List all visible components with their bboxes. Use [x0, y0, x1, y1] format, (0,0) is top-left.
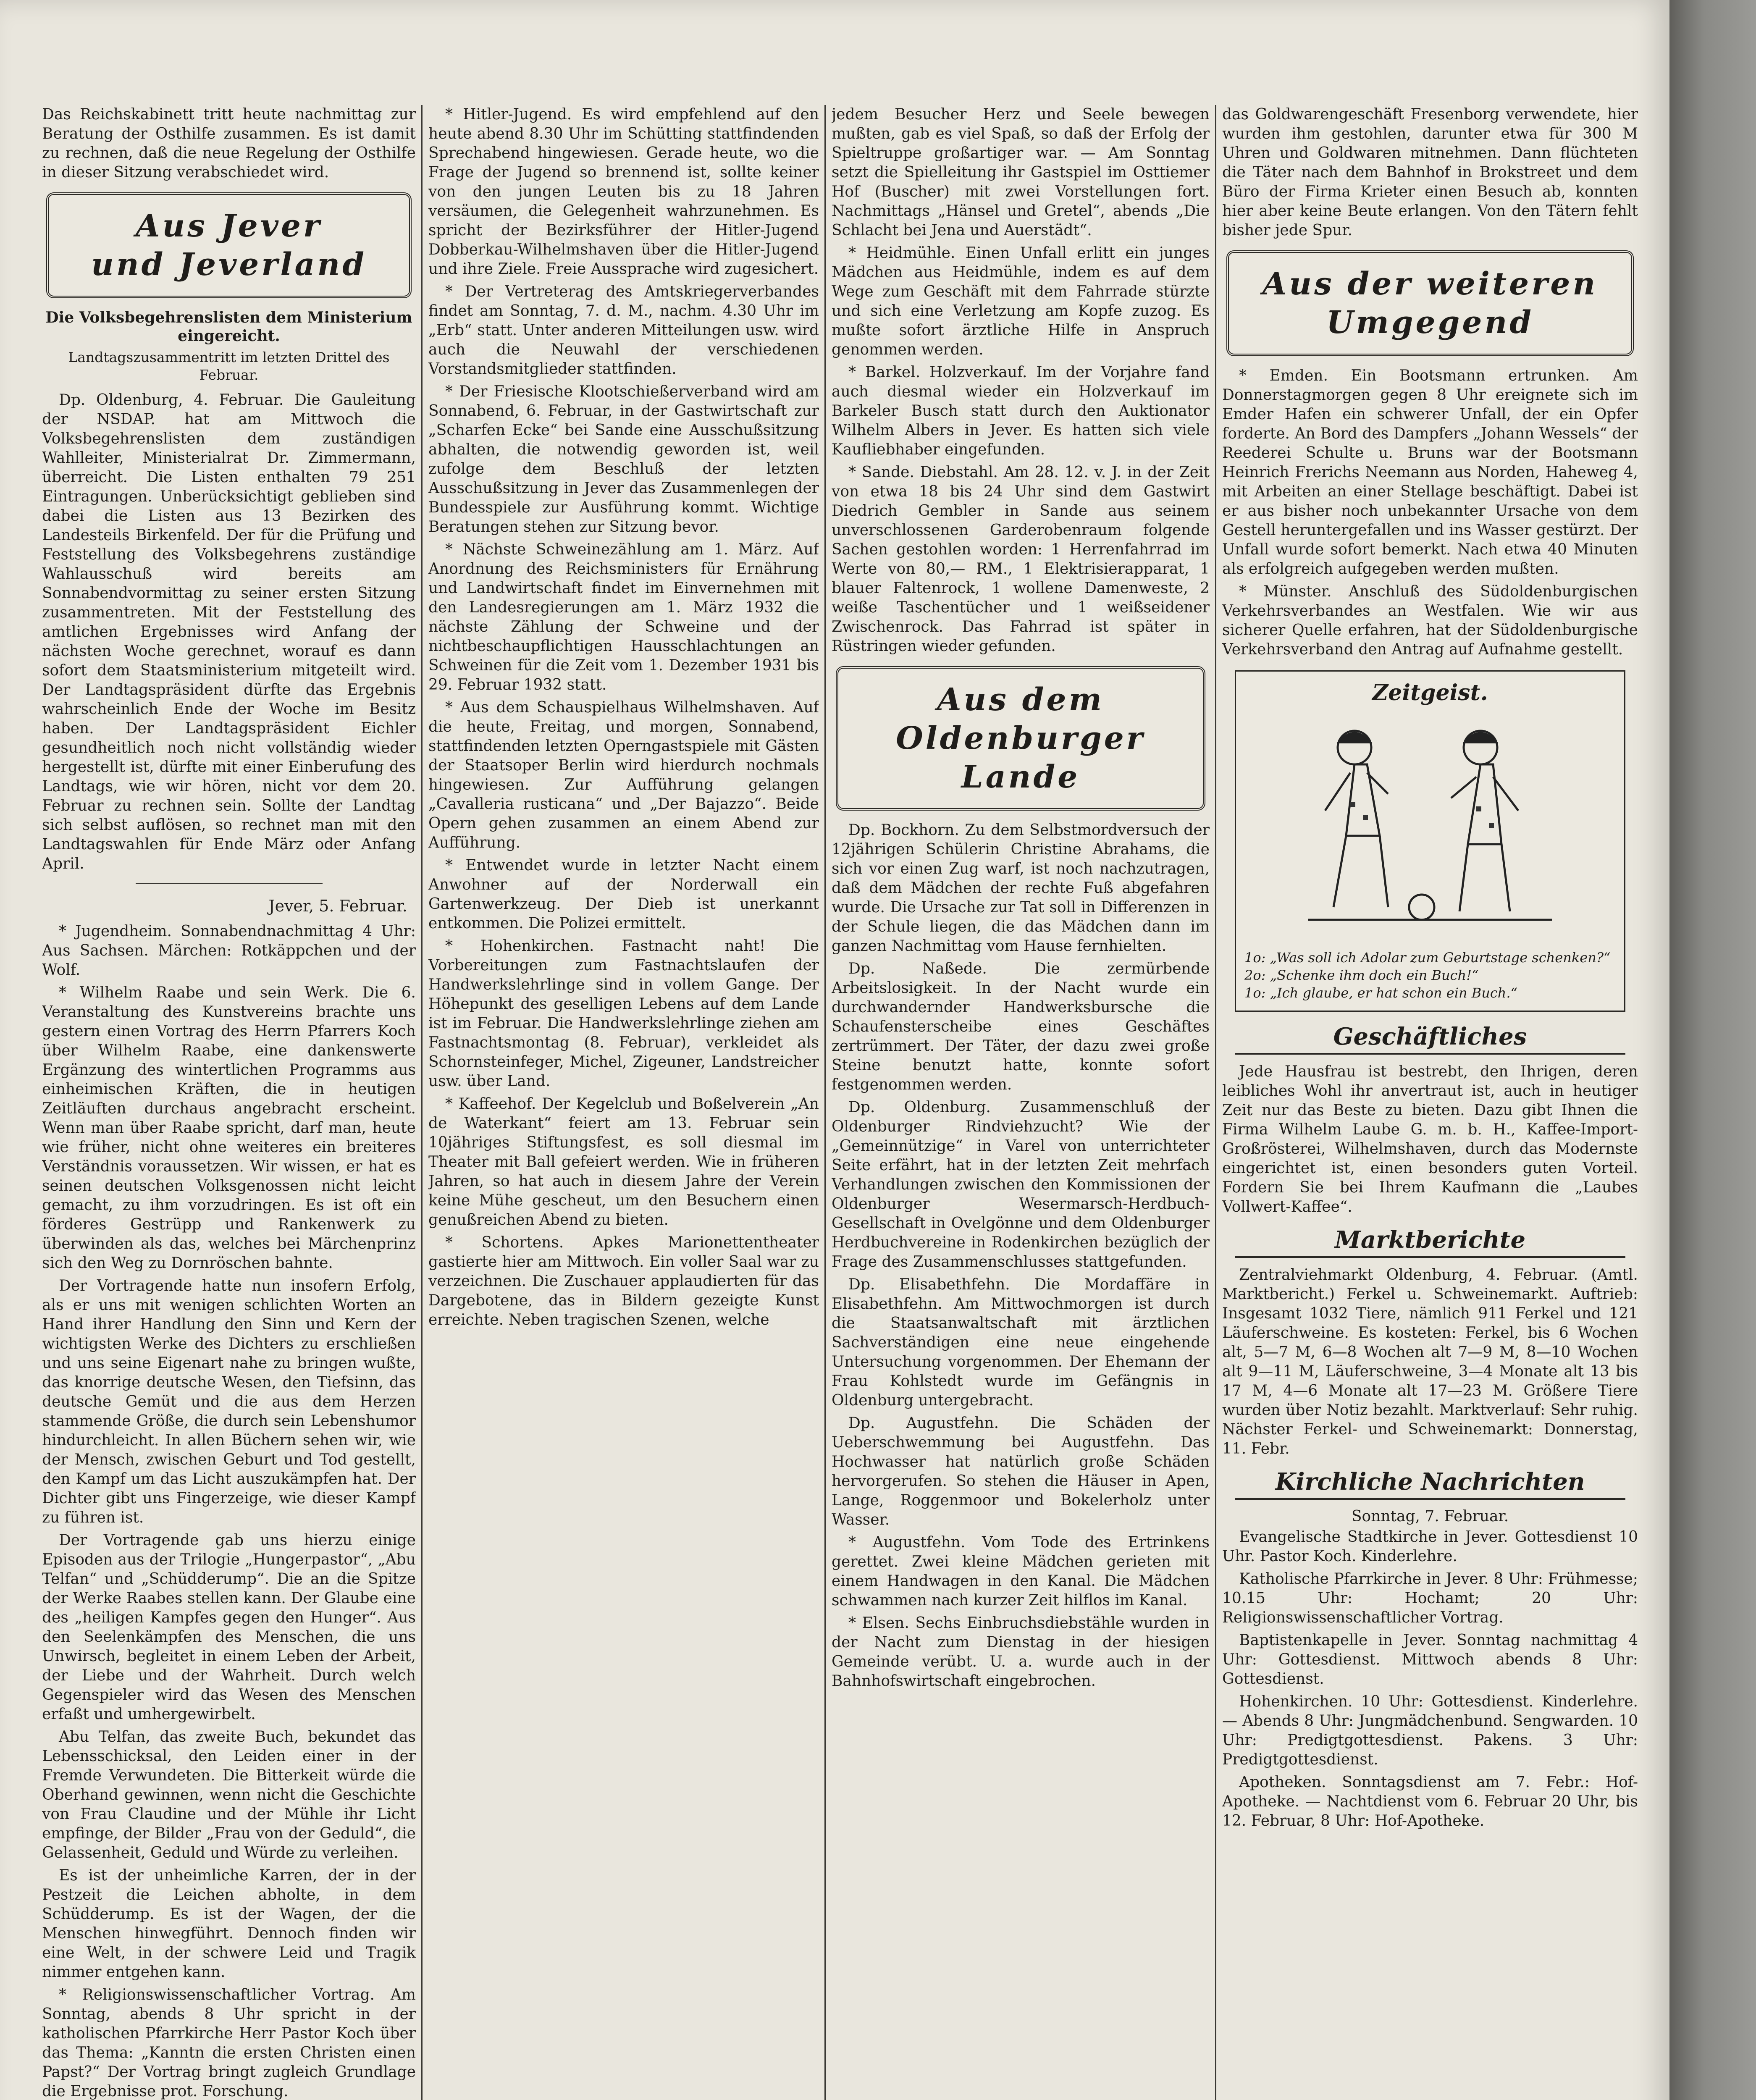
column-2 [428, 105, 819, 2100]
section-title-kirchliche: Kirchliche Nachrichten [1275, 1468, 1585, 1496]
article-paragraph: * Religionswissenschaftlicher Vortrag. Am Sonntag, abends 8 Uhr spricht in der katholischen Pfarrkirche Herr Pastor Koch über das Thema: „Kanntn die ersten Christen einen Papst?“ Der Vortrag bringt zugleich Grundlage die Ergebnisse prot. Forschung. [42, 1986, 416, 2100]
article-paragraph: * Münster. Anschluß des Südoldenburgischen Verkehrsverbandes an Westfalen. Wie wir aus sicherer Quelle erfahren, hat der Südoldenburgische Verkehrsverband den Antrag auf Aufnahme gestellt. [1222, 583, 1638, 658]
column-rule [421, 105, 423, 2100]
article-paragraph: * Der Friesische Klootschießerverband wird am Sonnabend, 6. Februar, in der Gastwirtschaft zur „Scharfen Ecke“ bei Sande eine Ausschußsitzung abhalten, die notwendig geworden ist, weil zufolge dem Beschluß der letzten Ausschußsitzung in Jever das Zusammenlegen der Bundesspiele zur Ausführung kommt. Wichtige Beratungen stehen zur Sitzung bevor. [428, 383, 819, 536]
article-paragraph: Dp. Oldenburg. Zusammenschluß der Oldenburger Rindviehzucht? Wie der „Gemeinnützige“ in Varel von unterrichteter Seite erfährt, hat in der letzten Zeit mehrfach Verhandlungen zwischen den Kommissionen der Oldenburger Wesermarsch-Herdbuch-Gesellschaft in Ovelgönne und dem Oldenburger Herdbuchvereine in Rodenkirchen bezüglich der Frage des Zusammenschlusses stattgefunden. [832, 1099, 1210, 1270]
article-paragraph: Jede Hausfrau ist bestrebt, den Ihrigen, deren leibliches Wohl ihr anvertraut ist, auch in heutiger Zeit nur das Beste zu bieten. Dazu gibt Ihnen die Firma Wilhelm Laube G. m. b. H., Kaffee-Import-Großrösterei, Wilhelmshaven, durch das Modernste eingerichtet ist, einen besonders guten Vorteil. Fordern Sie bei Ihrem Kaufmann die „Laubes Vollwert-Kaffee“. [1222, 1063, 1638, 1215]
article-paragraph: Dp. Naßede. Die zermürbende Arbeitslosigkeit. In der Nacht wurde ein durchwandernder Handwerksbursche die Schaufensterscheibe eines Geschäftes zertrümmert. Der Täter, der dazu zwei große Steine benutzt hatte, konnte sofort festgenommen werden. [832, 960, 1210, 1093]
article-paragraph: * Schortens. Apkes Marionettentheater gastierte hier am Mittwoch. Ein voller Saal war zu verzeichnen. Die Zuschauer applaudierten für das Dargebotene, das in Bildern gezeigte Kunst erreichte. Neben tragischen Szenen, welche [428, 1234, 819, 1328]
article-paragraph: Der Vortragende gab uns hierzu einige Episoden aus der Trilogie „Hungerpastor“, „Abu Telfan“ und „Schüdderump“. Die an die Spitze der Werke Raabes stellen kann. Der Glaube eine des „heiligen Kampfes gegen den Hunger“. Aus den Seelenkämpfen des Menschen, die uns Unwirsch, begleitet in einem Leben der Arbeit, der Liebe und der Wahrheit. Durch welch Gegenspieler wird das Wesen des Menschen erfaßt und umhergewirbelt. [42, 1532, 416, 1723]
article-paragraph: jedem Besucher Herz und Seele bewegen mußten, gab es viel Spaß, so daß der Erfolg der Spieltruppe großartiger war. — Am Sonntag setzt die Spielleitung ihr Gastspiel im Osttiemer Hof (Buscher) mit zwei Vorstellungen fort. Nachmittags „Hänsel und Gretel“, abends „Die Schlacht bei Jena und Auerstädt“. [832, 106, 1210, 239]
article-paragraph: * Der Vertreterag des Amtskriegerverbandes findet am Sonntag, 7. d. M., nachm. 4.30 Uhr im „Erb“ statt. Unter anderen Mitteilungen usw. wird auch die Neuwahl der verschiedenen Vorstandsmitglieder stattfinden. [428, 283, 819, 378]
section-title-line1: Aus der weiteren [1262, 266, 1598, 302]
article-paragraph: * Barkel. Holzverkauf. Im der Vorjahre fand auch diesmal wieder ein Holzverkauf im Barkeler Busch statt durch den Auktionator Wilhelm Albers in Jever. Es hatten sich viele Kaufliebhaber eingefunden. [832, 364, 1210, 458]
zeitgeist-cartoon [1235, 670, 1625, 1012]
article-paragraph: Katholische Pfarrkirche in Jever. 8 Uhr: Frühmesse; 10.15 Uhr: Hochamt; 20 Uhr: Religionswissenschaftlicher Vortrag. [1222, 1570, 1638, 1626]
article-paragraph: * Aus dem Schauspielhaus Wilhelmshaven. Auf die heute, Freitag, und morgen, Sonnabend, stattfindenden letzten Operngastspiele mit Gästen der Staatsoper Berlin wird hierdurch nochmals hingewiesen. Zur Aufführung gelangen „Cavalleria rusticana“ und „Der Bajazzo“. Beide Opern gehen zusammen an einem Abend zur Aufführung. [428, 699, 819, 851]
column-4 [1222, 105, 1638, 2100]
section-rule [1235, 1498, 1625, 1500]
article-paragraph: * Wilhelm Raabe und sein Werk. Die 6. Veranstaltung des Kunstvereins brachte uns gestern einen Vortrag des Herrn Pfarrers Koch über Wilhelm Raabe, eine dankenswerte Ergänzung des wintertlichen Programms aus einheimischen Kräften, die in heutigen Zeitläuften durchaus angebracht erscheint. Wenn man über Raabe spricht, darf man, heute wie früher, nicht ohne weiteres ein breiteres Verständnis voraussetzen. Wir wissen, er hat es seinen deutschen Volksgenossen nicht leicht gemacht, zu ihm vorzudringen. Es ist oft ein förderes Gestrüpp und Rankenwerk zu überwinden als das, welches bei Märchenprinz sich den Weg zu Dornröschen bahnte. [42, 984, 416, 1272]
article-paragraph: * Jugendheim. Sonnabendnachmittag 4 Uhr: Aus Sachsen. Märchen: Rotkäppchen und der Wolf. [42, 923, 416, 979]
intro-paragraph: Das Reichskabinett tritt heute nachmittag zur Beratung der Osthilfe zusammen. Es ist damit zu rechnen, daß die neue Regelung der Osthilfe in dieser Sitzung verabschiedet wird. [42, 106, 416, 181]
section-title-line1: Aus Jever [136, 208, 322, 244]
column-rule [1215, 105, 1216, 2100]
section-header-oldenburg [836, 666, 1205, 811]
article-paragraph: Dp. Bockhorn. Zu dem Selbstmordversuch der 12jährigen Schülerin Christine Abrahams, die sich vor einen Zug warf, ist noch nachzutragen, daß dem Mädchen der rechte Fuß abgefahren wurde. Die Ursache zur Tat soll in Differenzen in der Schule liegen, die das Mädchen dann im ganzen Nachmittag vom Hause fernhielten. [832, 822, 1210, 955]
article-paragraph: Apotheken. Sonntagsdienst am 7. Febr.: Hof-Apotheke. — Nachtdienst vom 6. Februar 20 Uhr, bis 12. Februar, 8 Uhr: Hof-Apotheke. [1222, 1774, 1638, 1830]
article-paragraph: * Emden. Ein Bootsmann ertrunken. Am Donnerstagmorgen gegen 8 Uhr ereignete sich im Emder Hafen ein schwerer Unfall, der ein Opfer forderte. An Bord des Dampfers „Johann Wessels“ der Reederei Schulte u. Bruns war der Bootsmann Heinrich Frerichs Neemann aus Norden, Haheweg 4, mit Arbeiten an einer Stellage beschäftigt. Dabei ist er aus bisher noch unbekannter Ursache von dem Gestell heruntergefallen und ins Wasser gestürzt. Der Unfall wurde sofort bemerkt. Nach etwa 40 Minuten als erfolgreich aufgegeben werden mußten. [1222, 367, 1638, 578]
separator [136, 883, 323, 884]
article-paragraph: das Goldwarengeschäft Fresenborg verwendete, hier wurden ihm gestohlen, darunter etwa für 300 M Uhren und Goldwaren mitnehmen. Dann flüchteten die Täter nach dem Bahnhof in Brokstreet und dem Büro der Firma Krieter einen Besuch ab, konnten hier aber keine Beute erlangen. Von den Tätern fehlt bisher jede Spur. [1222, 106, 1638, 239]
article-paragraph: Der Vortragende hatte nun insofern Erfolg, als er uns mit wenigen schlichten Worten an Hand ihrer Handlung den Sinn und Kern der wichtigsten Werke des Dichters zu erschließen und uns seine Eigenart nahe zu bringen wußte, das knorrige deutsche Wesen, den Tiefsinn, das deutsche Gemüt und die aus dem Herzen stammende Größe, die durch sein Lebenshumor hindurchleicht. In allen Büchern sehen wir, wie der Mensch, zwischen Geburt und Tod gestellt, den Kampf um das Licht auszukämpfen hat. Der Dichter gibt uns Fingerzeige, wie dieser Kampf zu führen ist. [42, 1277, 416, 1526]
article-paragraph: * Augustfehn. Vom Tode des Ertrinkens gerettet. Zwei kleine Mädchen gerieten mit einem Handwagen in den Kanal. Die Mädchen schwammen nach kurzer Zeit hilflos im Kanal. [832, 1534, 1210, 1609]
article-paragraph: * Hitler-Jugend. Es wird empfehlend auf den heute abend 8.30 Uhr im Schütting stattfindenden Sprechabend hingewiesen. Gerade heute, wo die Frage der Jugend so brennend ist, sollte keiner von den jungen Leuten bis zu 18 Jahren versäumen, die Gelegenheit wahrzunehmen. Es spricht der Bezirksführer der Hitler-Jugend Dobberkau-Wilhelmshaven über die Hitler-Jugend und ihre Ziele. Freie Aussprache wird zugesichert. [428, 106, 819, 278]
article-paragraph: Dp. Oldenburg, 4. Februar. Die Gauleitung der NSDAP. hat am Mittwoch die Volksbegehrenslisten dem zuständigen Wahlleiter, Ministerialrat Dr. Zimmermann, überreicht. Die Listen enthalten 79 251 Eintragungen. Unberücksichtigt geblieben sind dabei die Listen aus 13 Bezirken des Landesteils Birkenfeld. Der für die Prüfung und Feststellung des Volksbegehrens zuständige Wahlausschuß wird bereits am Sonnabendvormittag zu seiner ersten Sitzung zusammentreten. Mit der Feststellung des amtlichen Ergebnisses wird Anfang der nächsten Woche gerechnet, worauf es dann sofort dem Staatsministerium mitgeteilt wird. Der Landtagspräsident dürfte das Ergebnis wahrscheinlich Ende der Woche im Besitz haben. Der Landtagspräsident Eichler gesundheitlich noch nicht vollständig wieder hergestellt ist, dürfte mit einer Einberufung des Landtags, wie wir hören, nicht vor dem 20. Februar zu rechnen sein. Sollte der Landtag sich selbst auflösen, so rechnet man mit den Landtagswahlen für Ende März oder Anfang April. [42, 391, 416, 872]
section-title-geschaeftliches: Geschäftliches [1333, 1023, 1527, 1050]
article-subheading: Landtagszusammentritt im letzten Drittel des Februar. [68, 349, 390, 383]
section-rule [1235, 1256, 1625, 1258]
article-paragraph: Dp. Augustfehn. Die Schäden der Ueberschwemmung bei Augustfehn. Das Hochwasser hat natürlich große Schäden hervorgerufen. So stehen die Häuser in Apen, Lange, Roggenmoor und Bokelerholz unter Wasser. [832, 1415, 1210, 1528]
column-1 [42, 105, 416, 2100]
section-title-line2: Lande [961, 759, 1080, 795]
dateline: Jever, 5. Februar. [268, 897, 407, 915]
section-title-line1: Aus dem Oldenburger [896, 682, 1145, 756]
article-paragraph: * Hohenkirchen. Fastnacht naht! Die Vorbereitungen zum Fastnachtslaufen der Handwerkslehrlinge sind in vollem Gange. Der Höhepunkt des geselligen Lebens auf dem Lande ist im Februar. Die Handwerkslehrlinge ziehen am Fastnachtsmontag (8. Februar), verkleidet als Schornsteinfeger, Michel, Zigeuner, Landstreicher usw. über Land. [428, 937, 819, 1090]
cartoon-caption: 1o: „Was soll ich Adolar zum Geburtstage schenken?“ [1244, 950, 1611, 966]
section-title-line2: und Jeverland [91, 247, 367, 283]
cartoon-caption: 2o: „Schenke ihm doch ein Buch!“ [1244, 967, 1479, 983]
article-paragraph: Baptistenkapelle in Jever. Sonntag nachmittag 4 Uhr: Gottesdienst. Mittwoch abends 8 Uhr: Gottesdienst. [1222, 1632, 1638, 1688]
section-header-jever [46, 192, 412, 298]
article-paragraph: * Entwendet wurde in letzter Nacht einem Anwohner auf der Norderwall ein Gartenwerkzeug. Der Dieb ist unerkannt entkommen. Die Polizei ermittelt. [428, 857, 819, 932]
article-paragraph: * Elsen. Sechs Einbruchsdiebstähle wurden in der Nacht zum Dienstag in der hiesigen Gemeinde verübt. U. a. wurde auch in der Bahnhofswirtschaft eingebrochen. [832, 1614, 1210, 1690]
article-paragraph: * Sande. Diebstahl. Am 28. 12. v. J. in der Zeit von etwa 18 bis 24 Uhr sind dem Gastwirt Diedrich Gembler in Sande aus seinem unverschlossenen Garderobenraum folgende Sachen gestohlen worden: 1 Herrenfahrrad im Werte von 80,— RM., 1 Elektrisierapparat, 1 blauer Faltenrock, 1 wollene Damenweste, 2 weiße Taschentücher und 1 weißseidener Zwischenrock. Das Fahrrad ist später in Rüstringen wieder gefunden. [832, 464, 1210, 655]
article-paragraph: * Kaffeehof. Der Kegelclub und Boßelverein „An de Waterkant“ feiert am 13. Februar sein 10jähriges Stiftungsfest, es soll diesmal im Theater mit Ball gefeiert werden. Wie in früheren Jahren, so hat auch in diesem Jahre der Verein keine Mühe gescheut, um den Besuchern einen genußreichen Abend zu bieten. [428, 1095, 819, 1228]
article-paragraph: * Nächste Schweinezählung am 1. März. Auf Anordnung des Reichsministers für Ernährung und Landwirtschaft findet im Einvernehmen mit den Landesregierungen am 1. März 1932 die nächste Zählung der Schweine und der nichtbeschaupflichtigen Hausschlachtungen an Schweinen für die Zeit vom 1. Dezember 1931 bis 29. Februar 1932 statt. [428, 541, 819, 693]
article-paragraph: Hohenkirchen. 10 Uhr: Gottesdienst. Kinderlehre. — Abends 8 Uhr: Jungmädchenbund. Sengwarden. 10 Uhr: Predigtgottesdienst. Pakens. 3 Uhr: Predigtgottesdienst. [1222, 1693, 1638, 1768]
column-rule [824, 105, 826, 2100]
article-heading: Die Volksbegehrenslisten dem Ministerium eingereicht. [45, 309, 412, 345]
section-title-marktberichte: Marktberichte [1334, 1226, 1526, 1254]
section-title-line2: Umgegend [1326, 304, 1534, 341]
cartoon-caption: 1o: „Ich glaube, er hat schon ein Buch.“ [1244, 985, 1517, 1001]
article-paragraph: Es ist der unheimliche Karren, der in der Pestzeit die Leichen abholte, in dem Schüdderump. Es ist der Wagen, der die Menschen hinwegführt. Dennoch finden wir eine Welt, in der schwere Leid und Tragik nimmer entgehen kann. [42, 1867, 416, 1981]
cartoon-title: Zeitgeist. [1372, 680, 1488, 706]
article-paragraph: * Heidmühle. Einen Unfall erlitt ein junges Mädchen aus Heidmühle, indem es auf dem Wege zum Geschäft mit dem Fahrrade stürzte und sich eine Verletzung am Kopfe zuzog. Es mußte sofort ärztliche Hilfe in Anspruch genommen werden. [832, 244, 1210, 358]
article-paragraph: Evangelische Stadtkirche in Jever. Gottesdienst 10 Uhr. Pastor Koch. Kinderlehre. [1222, 1528, 1638, 1565]
article-paragraph: Abu Telfan, das zweite Buch, bekundet das Lebensschicksal, den Leiden einer in der Fremde Verwundeten. Die Bitterkeit würde die Oberhand gewinnen, wenn nicht die Geschichte von Frau Claudine und der Mühle ihr Licht empfinge, der Bilder „Frau von der Geduld“, die Gelassenheit, Geduld und Würde zu verleihen. [42, 1728, 416, 1861]
article-paragraph: Zentralviehmarkt Oldenburg, 4. Februar. (Amtl. Marktbericht.) Ferkel u. Schweinemarkt. Auftrieb: Insgesamt 1032 Tiere, nämlich 911 Ferkel und 121 Läuferschweine. Es kosteten: Ferkel, bis 6 Wochen alt, 5—7 M, 6—8 Wochen alt 7—9 M, 8—10 Wochen alt 9—11 M, Läuferschweine, 3—4 Monate alt 13 bis 17 M, 4—6 Monate alt 17—23 M. Größere Tiere wurden über Notiz bezahlt. Marktverlauf: Sehr ruhig. Nächster Ferkel- und Schweinemarkt: Donnerstag, 11. Febr. [1222, 1266, 1638, 1457]
cartoon-illustration [1283, 710, 1577, 945]
column-3 [832, 105, 1210, 2100]
section-rule [1235, 1053, 1625, 1055]
page-edge [1669, 0, 1756, 2100]
section-header-umgegend [1226, 250, 1634, 356]
article-paragraph: Dp. Elisabethfehn. Die Mordaffäre in Elisabethfehn. Am Mittwochmorgen ist durch die Staatsanwaltschaft mit ärztlichen Sachverständigen eine neue eingehende Untersuchung vorgenommen. Der Ehemann der Frau Kohlstedt wurde im Gefängnis in Oldenburg untergebracht. [832, 1276, 1210, 1409]
church-date: Sonntag, 7. Februar. [1351, 1508, 1509, 1525]
